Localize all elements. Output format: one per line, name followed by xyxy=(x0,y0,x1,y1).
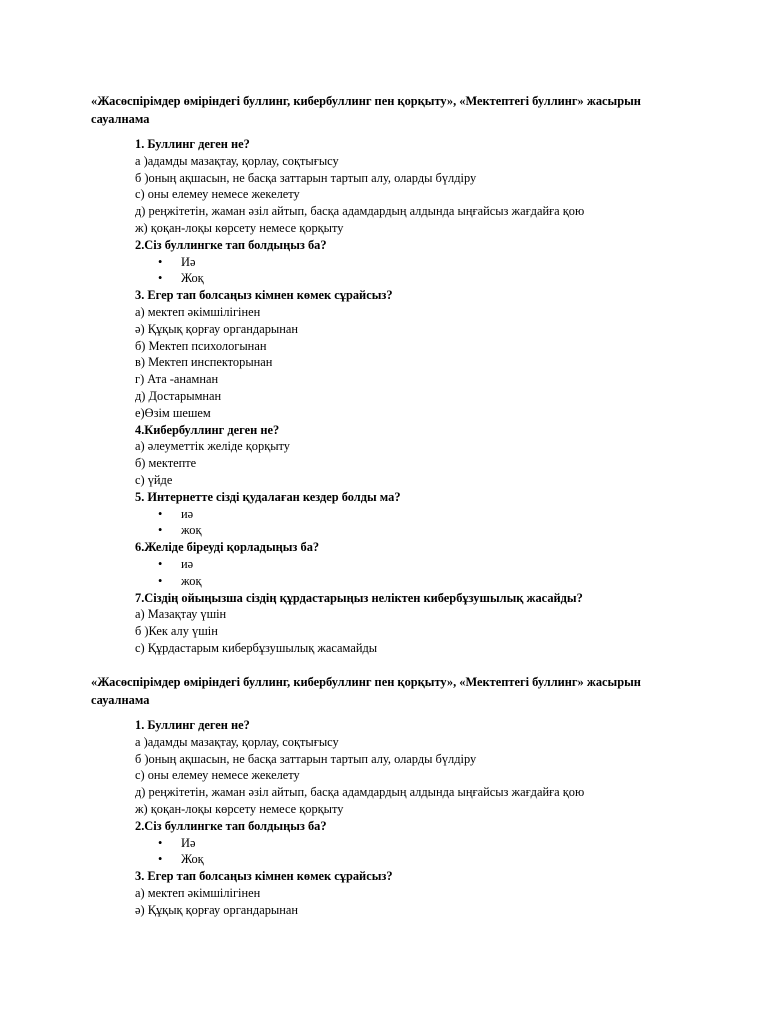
answer-option: а) мектеп әкімшілігінен xyxy=(135,886,261,900)
question-heading: 1. Буллинг деген не? xyxy=(135,718,250,732)
answer-option: с) оны елемеу немесе жекелету xyxy=(135,768,300,783)
bullet-icon: • xyxy=(158,557,163,571)
answer-option-text: жоқ xyxy=(181,573,202,588)
bullet-icon: • xyxy=(158,271,163,286)
answer-option: а )адамды мазақтау, қорлау, соқтығысу xyxy=(135,153,339,168)
bullet-answer-option xyxy=(158,851,204,867)
answer-option: с) оны елемеу немесе жекелету xyxy=(135,187,300,202)
bullet-icon: • xyxy=(158,852,163,867)
answer-option-text: Жоқ xyxy=(181,271,204,286)
survey-title: «Жасөспірімдер өміріндегі буллинг, кибербуллинг пен қорқыту», «Мектептегі буллинг» жасырын сауалнама xyxy=(91,675,641,707)
answer-option: б )оның ақшасын, не басқа заттарын тартып алу, оларды бүлдіру xyxy=(135,751,477,766)
answer-option: д) реңжітетін, жаман әзіл айтып, басқа адамдардың алдында ыңғайсыз жағдайға қою xyxy=(135,785,585,800)
question-heading: 6.Желіде біреуді қорладыңыз ба? xyxy=(135,540,320,555)
question-heading: 3. Егер тап болсаңыз кімнен көмек сұрайсыз? xyxy=(135,288,393,303)
question-heading: 7.Сіздің ойыңызша сіздің құрдастарыңыз неліктен кибербұзушылық жасайды? xyxy=(135,590,583,605)
answer-option: д) реңжітетін, жаман әзіл айтып, басқа адамдардың алдында ыңғайсыз жағдайға қою xyxy=(135,204,585,219)
answer-option: е)Өзім шешем xyxy=(135,405,211,420)
bullet-answer-option xyxy=(158,522,201,538)
answer-option-text: иә xyxy=(181,557,194,571)
bullet-icon: • xyxy=(158,523,163,538)
answer-option-text: Иә xyxy=(181,835,196,850)
answer-option: с) Құрдастарым кибербұзушылық жасамайды xyxy=(135,641,378,655)
bullet-answer-option xyxy=(158,556,193,572)
survey-title: «Жасөспірімдер өміріндегі буллинг, кибербуллинг пен қорқыту», «Мектептегі буллинг» жасырын сауалнама xyxy=(91,94,641,126)
question-heading: 2.Сіз буллингке тап болдыңыз ба? xyxy=(135,237,327,252)
bullet-answer-option xyxy=(158,254,195,270)
answer-option: в) Мектеп инспекторынан xyxy=(135,355,273,370)
answer-option: а) мектеп әкімшілігінен xyxy=(135,305,261,319)
question-heading: 1. Буллинг деген не? xyxy=(135,137,250,151)
answer-option: ж) қоқан-лоқы көрсету немесе қорқыту xyxy=(135,221,344,235)
bullet-icon: • xyxy=(158,254,163,269)
bullet-answer-option xyxy=(158,835,195,851)
answer-option: б) мектепте xyxy=(135,456,197,471)
answer-option: ә) Құқық қорғау органдарынан xyxy=(135,902,298,917)
answer-option: б )оның ақшасын, не басқа заттарын тартып алу, оларды бүлдіру xyxy=(135,170,477,185)
answer-option: б) Мектеп психологынан xyxy=(135,338,267,353)
answer-option: с) үйде xyxy=(135,473,173,487)
answer-option: ә) Құқық қорғау органдарынан xyxy=(135,321,298,336)
question-heading: 5. Интернетте сізді қудалаған кездер болды ма? xyxy=(135,489,401,504)
answer-option: а) Мазақтау үшін xyxy=(135,607,227,622)
answer-option: а) әлеуметтік желіде қорқыту xyxy=(135,439,290,454)
bullet-icon: • xyxy=(158,573,163,588)
question-heading: 4.Кибербуллинг деген не? xyxy=(135,422,280,437)
answer-option-text: жоқ xyxy=(181,523,202,538)
bullet-icon: • xyxy=(158,835,163,850)
bullet-answer-option xyxy=(158,506,193,522)
bullet-icon: • xyxy=(158,506,163,521)
answer-option: ж) қоқан-лоқы көрсету немесе қорқыту xyxy=(135,802,344,816)
bullet-answer-option xyxy=(158,573,201,589)
answer-option: б )Кек алу үшін xyxy=(135,624,218,639)
answer-option-text: Жоқ xyxy=(181,852,204,867)
answer-option: а )адамды мазақтау, қорлау, соқтығысу xyxy=(135,734,339,749)
answer-option: г) Ата -анамнан xyxy=(135,372,219,387)
answer-option: д) Достарымнан xyxy=(135,389,222,403)
question-heading: 3. Егер тап болсаңыз кімнен көмек сұрайсыз? xyxy=(135,869,393,884)
answer-option-text: иә xyxy=(181,506,194,521)
bullet-answer-option xyxy=(158,270,204,286)
answer-option-text: Иә xyxy=(181,254,196,269)
question-heading: 2.Сіз буллингке тап болдыңыз ба? xyxy=(135,818,327,833)
